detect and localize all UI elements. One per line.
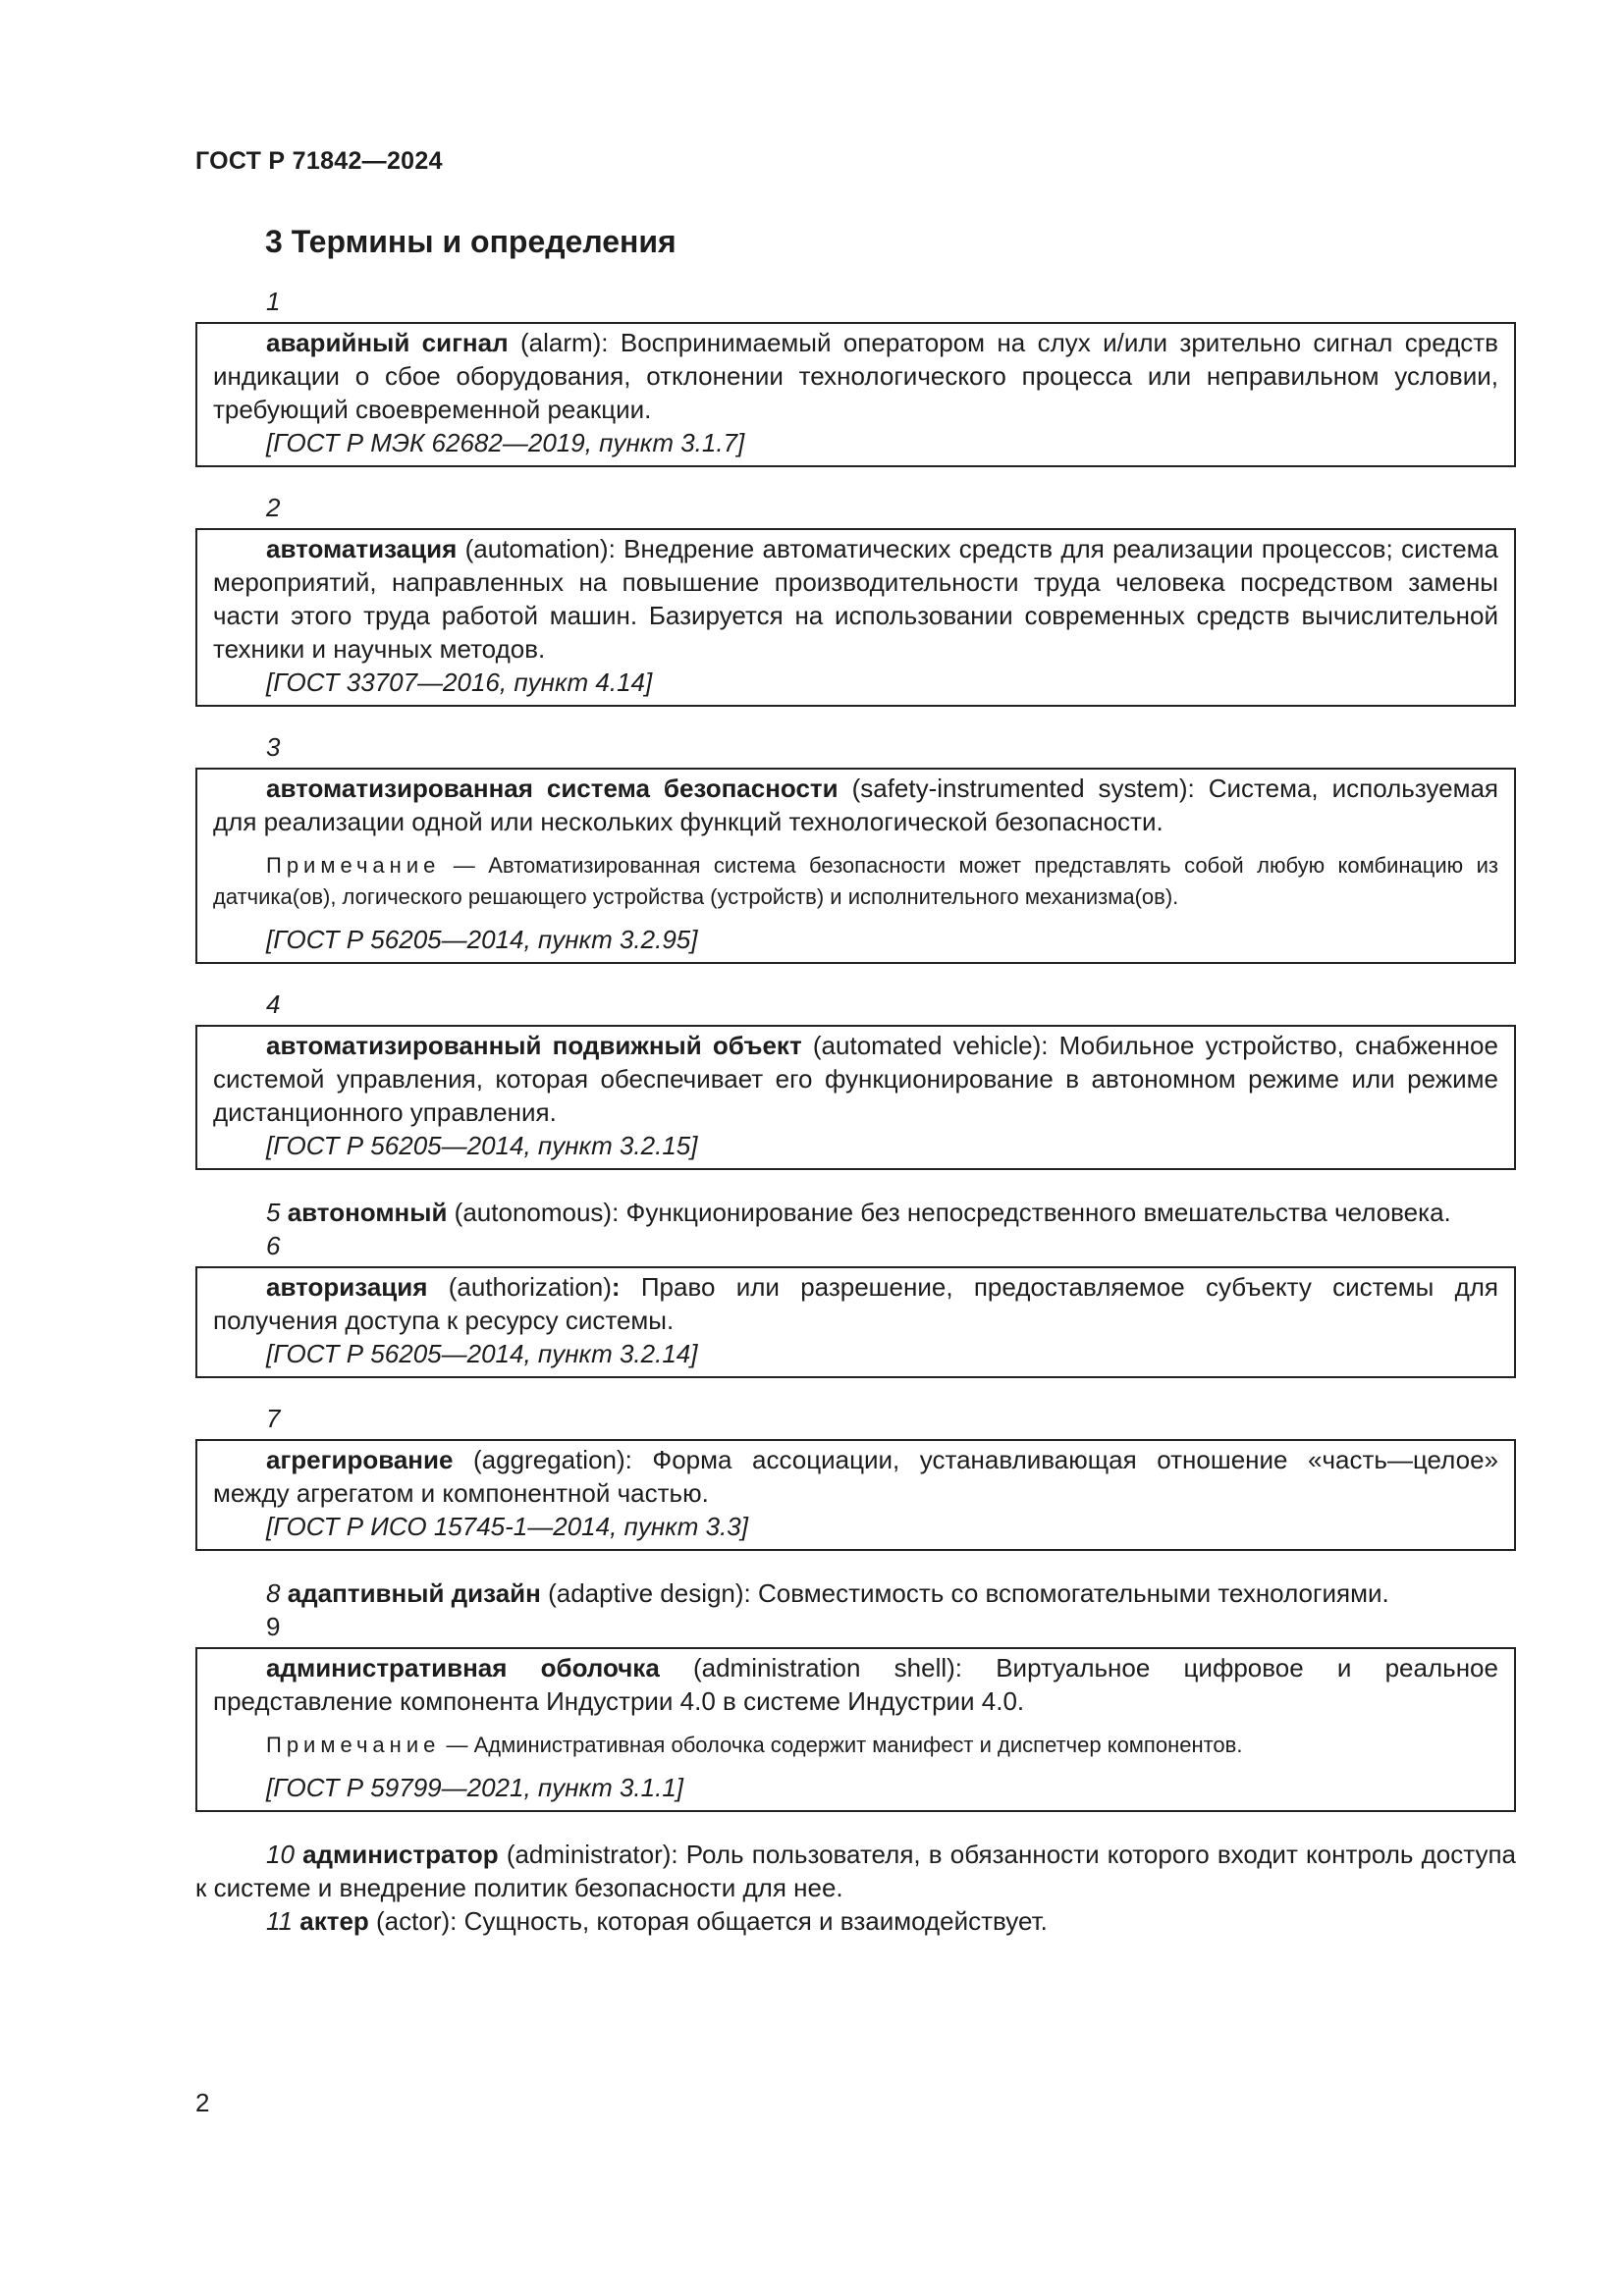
term-definition-text: Право или разрешение, предоставляемое субъекту системы для получения доступа к ресурсу системы. xyxy=(213,1272,1499,1335)
term-number: 8 xyxy=(266,1578,281,1608)
term-number: 6 xyxy=(266,1231,281,1260)
term-english: (actor): xyxy=(368,1906,464,1936)
term-plain xyxy=(195,1576,1516,1610)
term-source: [ГОСТ Р 56205—2014, пункт 3.2.15] xyxy=(266,1131,698,1160)
term-english: (alarm): xyxy=(508,328,621,357)
term-name: автоматизированная система безопасности xyxy=(266,774,839,803)
term-source: [ГОСТ 33707—2016, пункт 4.14] xyxy=(266,667,653,697)
term-definition xyxy=(213,1651,1498,1718)
term-number: 11 xyxy=(266,1906,293,1936)
term-box xyxy=(195,1266,1516,1378)
term-source: [ГОСТ Р 56205—2014, пункт 3.2.14] xyxy=(266,1339,698,1368)
term-name: автоматизированный подвижный объект xyxy=(266,1031,802,1060)
term-english: (administrator): xyxy=(498,1840,686,1869)
term-english: (automated vehicle): xyxy=(801,1031,1059,1060)
term-number: 7 xyxy=(266,1404,281,1433)
term-source: [ГОСТ Р МЭК 62682—2019, пункт 3.1.7] xyxy=(266,428,745,457)
term-box xyxy=(195,768,1516,964)
terms-list xyxy=(195,285,1516,1938)
term-note xyxy=(213,1730,1498,1761)
term-number: 4 xyxy=(266,989,281,1019)
term-english: (administration shell): xyxy=(659,1653,997,1682)
term-box xyxy=(195,1025,1516,1170)
term-name: агрегирование xyxy=(266,1445,454,1474)
term-source: [ГОСТ Р 59799—2021, пункт 3.1.1] xyxy=(266,1773,684,1802)
term-definition-text: Сущность, которая общается и взаимодействует. xyxy=(463,1906,1048,1936)
term-definition-text: Воспринимаемый оператором на слух и/или зрительно сигнал средств индикации о сбое оборудования, отклонении технологического процесса или неправильном условии, требующий своевременной реакции. xyxy=(213,328,1498,424)
term-name: актер xyxy=(299,1906,369,1936)
note-label: Примечание xyxy=(266,1733,441,1757)
term-plain xyxy=(195,1904,1516,1938)
term-definition xyxy=(213,532,1498,666)
term-name: адаптивный дизайн xyxy=(287,1578,541,1608)
term-english: (safety-instrumented system): xyxy=(838,774,1209,803)
term-number: 5 xyxy=(266,1198,281,1227)
term-english: (aggregation): xyxy=(453,1445,653,1474)
term-source: [ГОСТ Р 56205—2014, пункт 3.2.95] xyxy=(266,925,698,954)
term-name: автономный xyxy=(287,1198,448,1227)
term-definition-text: Роль пользователя, в обязанности которого входит контроль доступа к системе и внедрение политик безопасности для нее. xyxy=(195,1840,1517,1902)
term-english: (automation): xyxy=(457,534,624,563)
term-number: 3 xyxy=(266,732,281,762)
term-plain xyxy=(195,1196,1516,1229)
note-text: — Автоматизированная система безопасности может представлять собой любую комбинацию из датчика(ов), логического решающего устройства (устройств) и исполнительного механизма(ов). xyxy=(213,853,1498,909)
term-english: (adaptive design): xyxy=(540,1578,759,1608)
term-definition-text: Внедрение автоматических средств для реализации процессов; система мероприятий, направленных на повышение производительности труда человека посредством замены части этого труда работой машин. Базируется на использовании современных средств вычислительной техники и научных методов. xyxy=(213,534,1498,664)
term-box xyxy=(195,1647,1516,1812)
term-english: (authorization) xyxy=(427,1272,612,1302)
term-definition-text: Виртуальное цифровое и реальное представление компонента Индустрии 4.0 в системе Индустрии 4.0. xyxy=(213,1653,1498,1716)
term-box xyxy=(195,322,1516,467)
term-definition-text: Система, используемая для реализации одной или нескольких функций технологической безопасности. xyxy=(213,774,1499,836)
note-text: — Административная оболочка содержит манифест и диспетчер компонентов. xyxy=(440,1733,1243,1757)
note-label: Примечание xyxy=(266,853,441,878)
term-name: аварийный сигнал xyxy=(266,328,509,357)
term-colon: : xyxy=(611,1272,621,1302)
term-source: [ГОСТ Р ИСО 15745-1—2014, пункт 3.3] xyxy=(266,1512,748,1541)
term-definition-text: Функционирование без непосредственного вмешательства человека. xyxy=(625,1198,1451,1227)
term-number: 1 xyxy=(266,287,281,316)
term-box xyxy=(195,1439,1516,1551)
term-note xyxy=(213,850,1498,913)
term-name: автоматизация xyxy=(266,534,458,563)
standard-id-header: ГОСТ Р 71842—2024 xyxy=(195,147,443,175)
term-definition xyxy=(213,1443,1498,1510)
section-title: 3 Термины и определения xyxy=(265,224,677,259)
term-definition xyxy=(213,772,1498,838)
term-definition xyxy=(213,326,1498,426)
term-name: администратор xyxy=(302,1840,499,1869)
term-name: авторизация xyxy=(266,1272,428,1302)
term-name: административная оболочка xyxy=(266,1653,660,1682)
term-definition xyxy=(213,1029,1498,1129)
term-definition-text: Форма ассоциации, устанавливающая отношение «часть—целое» между агрегатом и компонентной частью. xyxy=(213,1445,1498,1508)
term-english: (autonomous): xyxy=(447,1198,626,1227)
term-number: 9 xyxy=(266,1612,281,1641)
term-definition-text: Мобильное устройство, снабженное системой управления, которая обеспечивает его функционирование в автономном режиме или режиме дистанционного управления. xyxy=(213,1031,1498,1127)
term-box xyxy=(195,528,1516,707)
term-definition xyxy=(213,1270,1498,1337)
term-plain xyxy=(195,1838,1516,1904)
term-number: 2 xyxy=(266,493,281,522)
page-number: 2 xyxy=(195,2088,210,2117)
term-definition-text: Совместимость со вспомогательными технологиями. xyxy=(758,1578,1389,1608)
term-number: 10 xyxy=(266,1840,295,1869)
